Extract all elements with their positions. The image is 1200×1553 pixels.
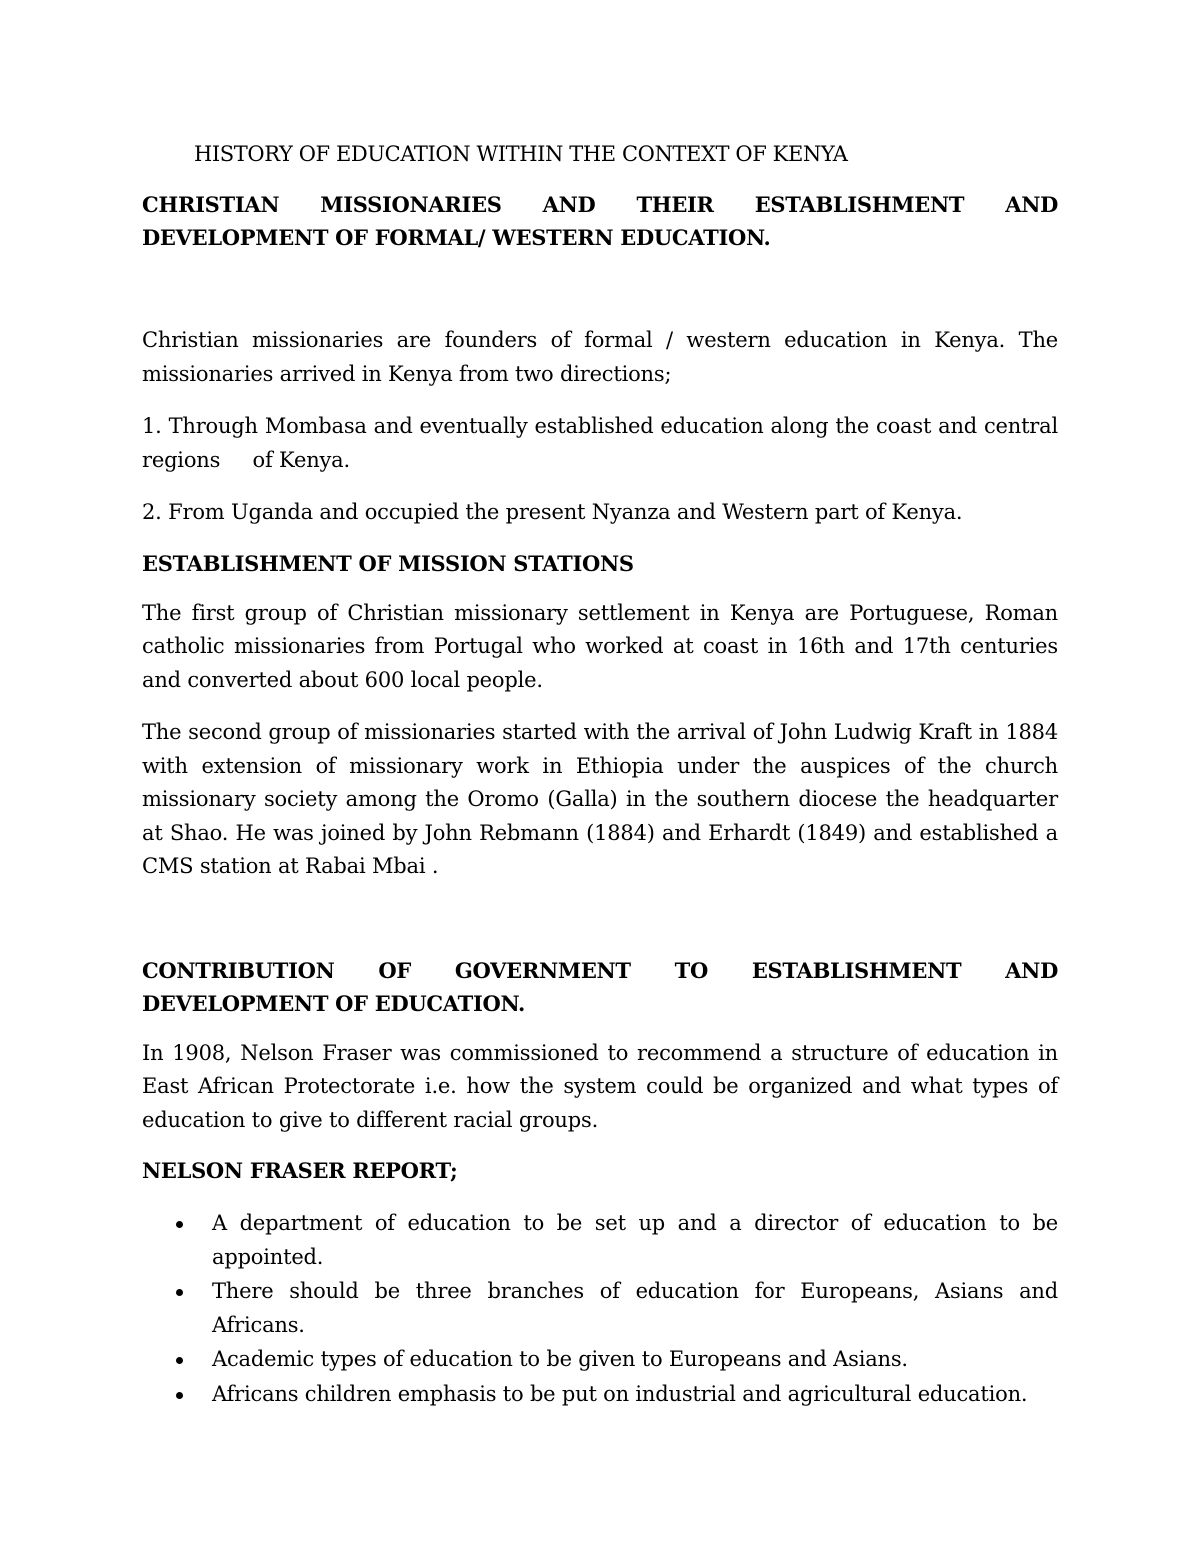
spacer — [142, 884, 1058, 954]
section-heading-missionaries: CHRISTIAN MISSIONARIES AND THEIR ESTABLISHMENT AND DEVELOPMENT OF FORMAL/ WESTERN EDUCATION. — [142, 192, 1058, 250]
list-item — [142, 1275, 1058, 1342]
section-heading-fraser-report: NELSON FRASER REPORT; — [142, 1158, 458, 1183]
document-body — [142, 138, 1058, 1412]
list-item-text: There should be three branches of education for Europeans, Asians and Africans. — [212, 1279, 1058, 1337]
bullet-icon — [176, 1289, 183, 1296]
missionaries-intro-paragraph: Christian missionaries are founders of formal / western education in Kenya. The missionaries arrived in Kenya from two directions; — [142, 328, 1058, 386]
list-item — [142, 1343, 1058, 1377]
list-item-text: A department of education to be set up and a director of education to be appointed. — [212, 1211, 1058, 1269]
list-item-text: Africans children emphasis to be put on industrial and agricultural education. — [212, 1381, 1028, 1406]
missionaries-point-1: 1. Through Mombasa and eventually established education along the coast and central regions of Kenya. — [142, 414, 1058, 472]
mission-stations-paragraph-1: The first group of Christian missionary settlement in Kenya are Portuguese, Roman catholic missionaries from Portugal who worked at coast in 16th and 17th centuries and converted about 600 local people. — [142, 600, 1058, 692]
missionaries-point-2: 2. From Uganda and occupied the present Nyanza and Western part of Kenya. — [142, 500, 963, 524]
bullet-icon — [176, 1221, 183, 1228]
bullet-icon — [176, 1357, 183, 1364]
document-title: HISTORY OF EDUCATION WITHIN THE CONTEXT OF KENYA — [194, 142, 848, 166]
section-heading-mission-stations: ESTABLISHMENT OF MISSION STATIONS — [142, 550, 634, 576]
spacer — [142, 254, 1058, 324]
section-heading-government-contribution: CONTRIBUTION OF GOVERNMENT TO ESTABLISHMENT AND DEVELOPMENT OF EDUCATION. — [142, 957, 1058, 1016]
mission-stations-paragraph-2: The second group of missionaries started with the arrival of John Ludwig Kraft in 1884 with extension of missionary work in Ethiopia under the auspices of the church missionary society among the Oromo (Galla) in the southern diocese the headquarter at Shao. He was joined by John Rebmann (1884) and Erhardt (1849) and established a CMS station at Rabai Mbai . — [142, 720, 1058, 878]
list-item-text: Academic types of education to be given to Europeans and Asians. — [212, 1347, 908, 1371]
list-item — [142, 1378, 1058, 1412]
government-contribution-paragraph: In 1908, Nelson Fraser was commissioned to recommend a structure of education in East African Protectorate i.e. how the system could be organized and what types of education to give to different racial groups. — [142, 1040, 1058, 1132]
list-item — [142, 1207, 1058, 1274]
fraser-report-list — [142, 1207, 1058, 1411]
bullet-icon — [176, 1392, 183, 1399]
